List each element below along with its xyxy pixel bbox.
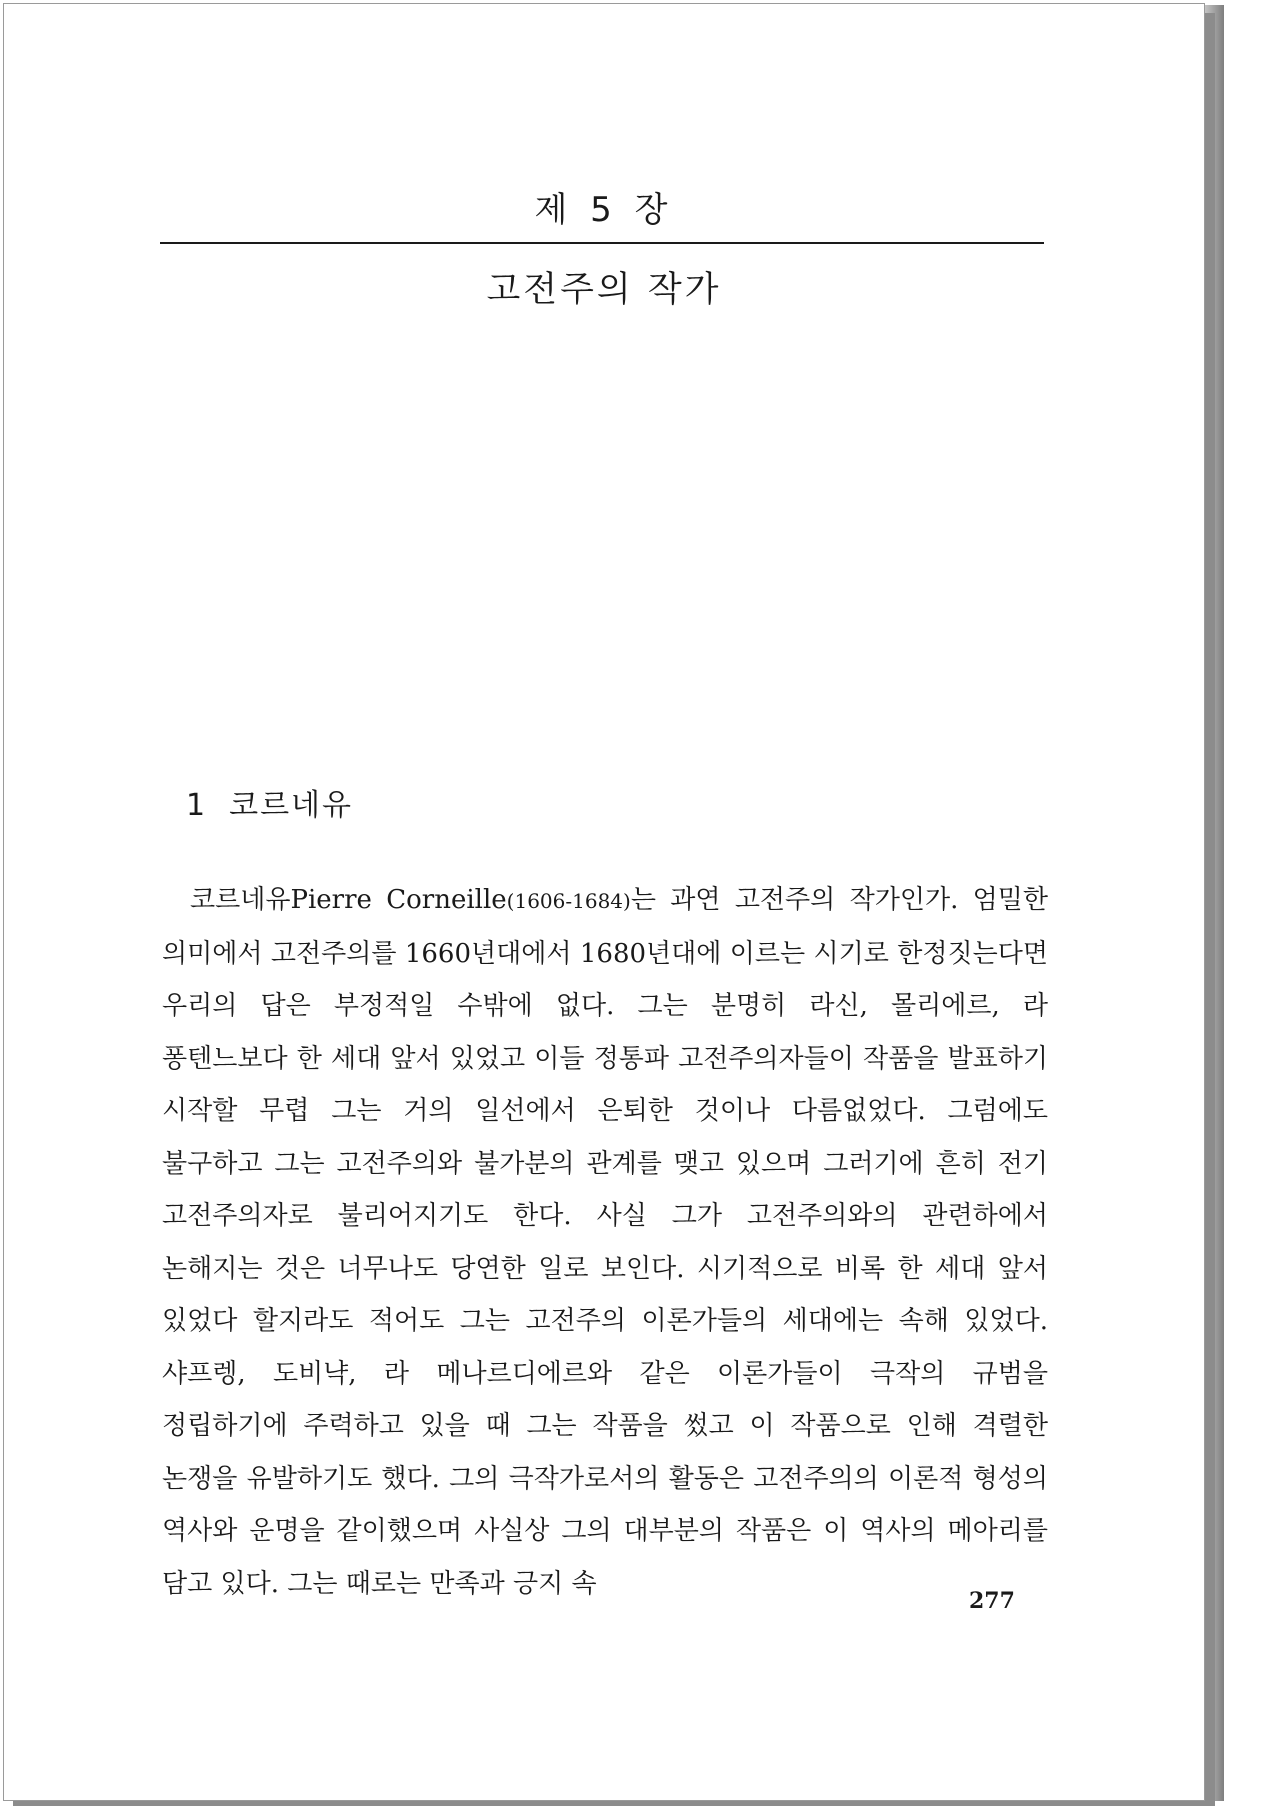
paragraph-lead: 코르네유Pierre Corneille xyxy=(190,885,507,915)
chapter-title: 고전주의 작가 xyxy=(486,270,722,310)
page-number: 277 xyxy=(969,1588,1015,1614)
page-edge-shadow xyxy=(1202,5,1224,1801)
chapter-label: 제 5 장 xyxy=(534,190,674,230)
section-number: 1 xyxy=(186,788,208,823)
paragraph-years: (1606-1684) xyxy=(506,889,631,913)
body-paragraph xyxy=(162,874,1048,1610)
section-heading xyxy=(186,780,353,824)
chapter-divider xyxy=(160,242,1044,244)
book-page xyxy=(3,3,1205,1801)
paragraph-text: 는 과연 고전주의 작가인가. 엄밀한 의미에서 고전주의를 1660년대에서 1680년대에 이르는 시기로 한정짓는다면 우리의 답은 부정적일 수밖에 없다. 그는 분명히 라신, 몰리에르, 라 퐁텐느보다 한 세대 앞서 있었고 이들 정통파 고전주의자들이 작품을 발표하기 시작할 무렵 그는 거의 일선에서 은퇴한 것이나 다름없었다. 그럼에도 불구하고 그는 고전주의와 불가분의 관계를 맺고 있으며 그러기에 흔히 전기 고전주의자로 불리어지기도 한다. 사실 그가 고전주의와의 관련하에서 논해지는 것은 너무나도 당연한 일로 보인다. 시기적으로 비록 한 세대 앞서 있었다 할지라도 적어도 그는 고전주의 이론가들의 세대에는 속해 있었다. 샤프렝, 도비냑, 라 메나르디에르와 같은 이론가들이 극작의 규범을 정립하기에 주력하고 있을 때 그는 작품을 썼고 이 작품으로 인해 격렬한 논쟁을 유발하기도 했다. 그의 극작가로서의 활동은 고전주의의 이론적 형성의 역사와 운명을 같이했으며 사실상 그의 대부분의 작품은 이 역사의 메아리를 담고 있다. 그는 때로는 만족과 긍지 속 xyxy=(162,885,1048,1599)
section-title: 코르네유 xyxy=(229,788,354,823)
